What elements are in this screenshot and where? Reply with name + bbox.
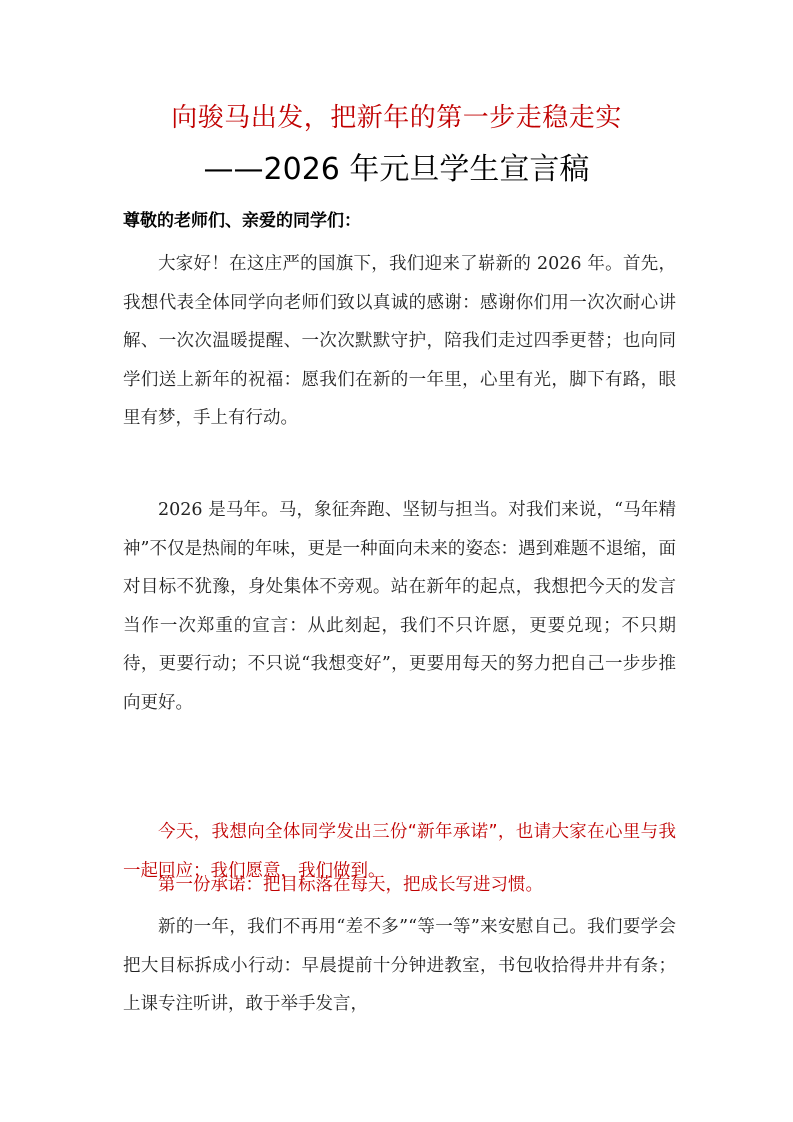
document-subtitle: ——2026 年元旦学生宣言稿 [203, 152, 590, 187]
paragraph-horse-year: 2026 是马年。马，象征奔跑、坚韧与担当。对我们来说，“马年精神”不仅是热闹的年味，更是一种面向未来的姿态：遇到难题不退缩，面对目标不犹豫，身处集体不旁观。站在新年的起点，我想把今天的发言当作一次郑重的宣言：从此刻起，我们不只许愿，更要兑现；不只期待，更要行动；不只说“我想变好”，更要用每天的努力把自己一步步推向更好。 [123, 500, 676, 713]
heading-first-promise: 第一份承诺：把目标落在每天，把成长写进习惯。 [158, 875, 543, 895]
document-title: 向骏马出发，把新年的第一步走稳走实 [171, 103, 622, 133]
paragraph-first-promise-body: 新的一年，我们不再用“差不多”“等一等”来安慰自己。我们要学会把大目标拆成小行动：早晨提前十分钟进教室，书包收拾得井井有条；上课专注听讲，敢于举手发言， [123, 917, 676, 1014]
paragraph-promises-intro: 今天，我想向全体同学发出三份“新年承诺”，也请大家在心里与我一起回应：我们愿意，我们做到。 [123, 822, 676, 881]
paragraph-opening: 大家好！在这庄严的国旗下，我们迎来了崭新的 2026 年。首先，我想代表全体同学向老师们致以真诚的感谢：感谢你们用一次次耐心讲解、一次次温暖提醒、一次次默默守护，陪我们走过四季更替；也向同学们送上新年的祝福：愿我们在新的一年里，心里有光，脚下有路，眼里有梦，手上有行动。 [123, 254, 676, 428]
greeting-line: 尊敬的老师们、亲爱的同学们： [123, 211, 361, 231]
